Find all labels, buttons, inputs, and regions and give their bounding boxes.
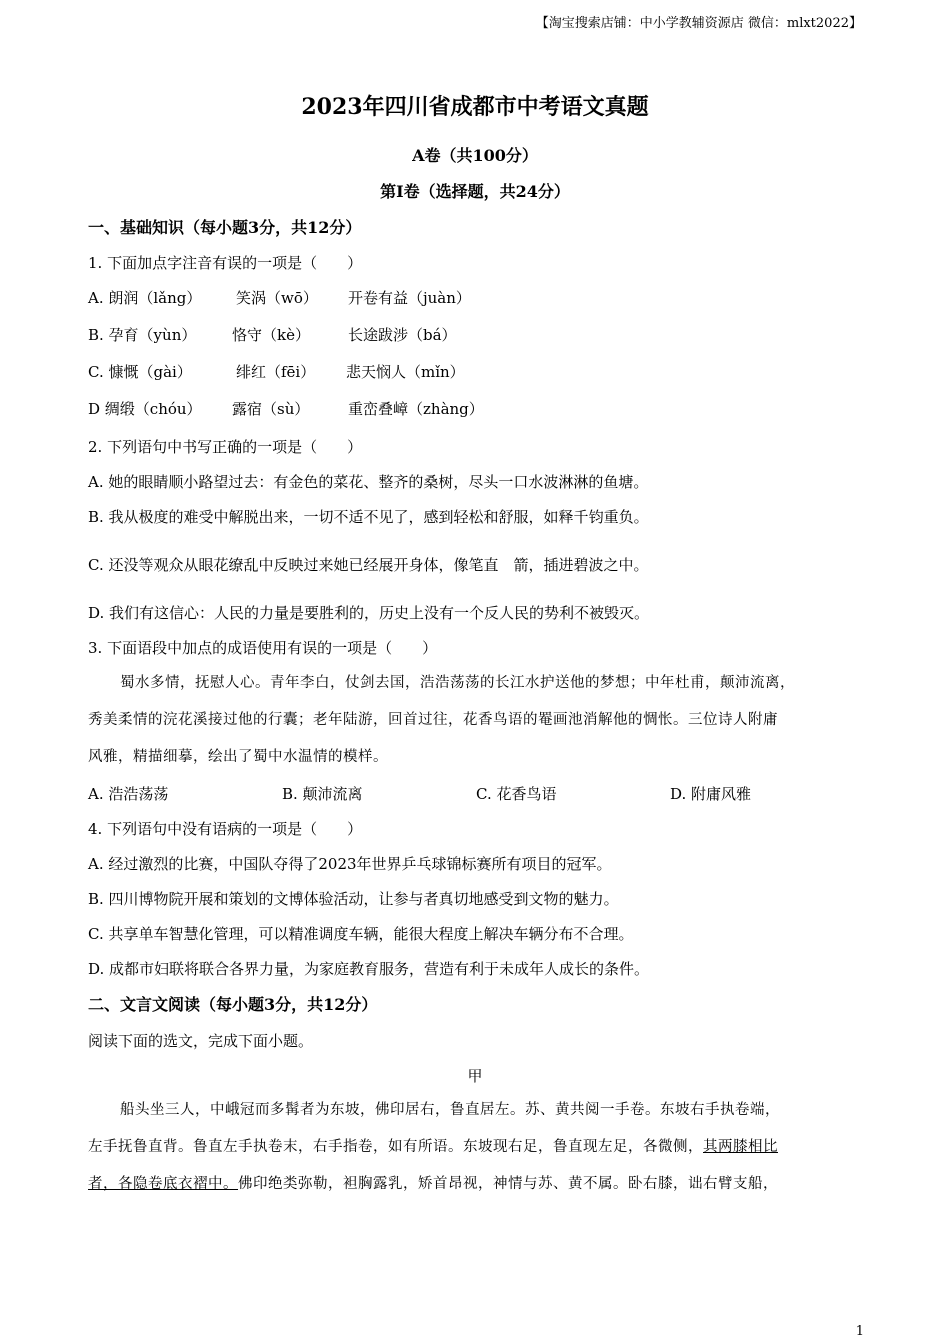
q2-option-a: A. 她的眼睛顺小路望过去：有金色的菜花、整齐的桑树，尽头一口水波淋淋的鱼塘。 bbox=[88, 473, 649, 491]
q1-a-item-3: 开卷有益（juàn） bbox=[348, 289, 471, 307]
q1-option-c bbox=[0, 362, 950, 382]
section-1-heading: 一、基础知识（每小题3分，共12分） bbox=[88, 218, 362, 237]
page-header: 【淘宝搜索店铺：中小学教辅资源店 微信：mlxt2022】 bbox=[535, 16, 862, 31]
q3-option-d: D. 附庸风雅 bbox=[670, 785, 752, 803]
q1-b-item-3: 长途跋涉（bá） bbox=[348, 326, 457, 344]
passage-line-3-text: 佛印绝类弥勒，袒胸露乳，矫首昂视，神情与苏、黄不属。卧右膝，诎右臂支船， bbox=[238, 1176, 778, 1192]
q1-d-item-2: 露宿（sù） bbox=[232, 400, 310, 418]
page-title: 2023年四川省成都市中考语文真题 bbox=[301, 94, 649, 120]
passage-line-1: 船头坐三人，中峨冠而多髯者为东坡，佛印居右，鲁直居左。苏、黄共阅一手卷。东坡右手执卷端， bbox=[120, 1102, 780, 1118]
q3-option-b: B. 颠沛流离 bbox=[282, 785, 363, 803]
passage-line-2-text: 左手抚鲁直背。鲁直左手执卷末，右手指卷，如有所语。东坡现右足，鲁直现左足，各微侧， bbox=[88, 1139, 703, 1155]
q2-option-c: C. 还没等观众从眼花缭乱中反映过来她已经展开身体，像笔直 箭，插进碧波之中。 bbox=[88, 556, 649, 574]
q1-stem: 1. 下面加点字注音有误的一项是（ ） bbox=[88, 254, 363, 272]
section-2-heading: 二、文言文阅读（每小题3分，共12分） bbox=[88, 995, 378, 1014]
q4-option-d: D. 成都市妇联将联合各界力量，为家庭教育服务，营造有利于未成年人成长的条件。 bbox=[88, 960, 650, 978]
passage-underlined-part-2: 者，各隐卷底衣褶中。 bbox=[88, 1176, 238, 1192]
q1-option-d bbox=[0, 399, 950, 419]
passage-underlined-part-1: 其两膝相比 bbox=[703, 1139, 778, 1155]
q1-c-item-1: C. 慷慨（gài） bbox=[88, 363, 192, 381]
q3-passage-line-1: 蜀水多情，抚慰人心。青年李白，仗剑去国，浩浩荡荡的长江水护送他的梦想；中年杜甫，颠沛流离， bbox=[120, 675, 795, 691]
reading-intro: 阅读下面的选文，完成下面小题。 bbox=[88, 1032, 314, 1050]
passage-label: 甲 bbox=[467, 1067, 483, 1085]
q1-a-item-2: 笑涡（wō） bbox=[236, 289, 318, 307]
q1-c-item-2: 绯红（fēi） bbox=[236, 363, 316, 381]
q1-b-item-1: B. 孕育（yùn） bbox=[88, 326, 197, 344]
volume-a-heading: A卷（共100分） bbox=[412, 146, 538, 165]
q3-stem: 3. 下面语段中加点的成语使用有误的一项是（ ） bbox=[88, 639, 438, 657]
q1-d-item-1: D 绸缎（chóu） bbox=[88, 400, 202, 418]
q4-option-a: A. 经过激烈的比赛，中国队夺得了2023年世界乒乓球锦标赛所有项目的冠军。 bbox=[88, 855, 612, 873]
q4-option-c: C. 共享单车智慧化管理，可以精准调度车辆，能很大程度上解决车辆分布不合理。 bbox=[88, 925, 634, 943]
q1-option-b bbox=[0, 325, 950, 345]
q3-passage-line-3: 风雅，精描细摹，绘出了蜀中水温情的模样。 bbox=[88, 749, 388, 765]
q3-options bbox=[0, 784, 950, 804]
q1-b-item-2: 恪守（kè） bbox=[232, 326, 310, 344]
q4-option-b: B. 四川博物院开展和策划的文博体验活动，让参与者真切地感受到文物的魅力。 bbox=[88, 890, 619, 908]
q3-option-c: C. 花香鸟语 bbox=[476, 785, 557, 803]
q1-a-item-1: A. 朗润（lǎng） bbox=[88, 289, 202, 307]
passage-line-3 bbox=[88, 1174, 778, 1194]
q2-option-d: D. 我们有这信心：人民的力量是要胜利的，历史上没有一个反人民的势利不被毁灭。 bbox=[88, 604, 650, 622]
q3-option-a: A. 浩浩荡荡 bbox=[88, 785, 169, 803]
q3-passage-line-2: 秀美柔情的浣花溪接过他的行囊；老年陆游，回首过往，花香鸟语的罨画池消解他的惆怅。三位诗人附庸 bbox=[88, 712, 778, 728]
q1-d-item-3: 重峦叠嶂（zhàng） bbox=[348, 400, 484, 418]
q4-stem: 4. 下列语句中没有语病的一项是（ ） bbox=[88, 820, 363, 838]
q1-c-item-3: 悲天悯人（mǐn） bbox=[346, 363, 465, 381]
passage-line-2 bbox=[88, 1137, 778, 1157]
part-one-heading: 第Ⅰ卷（选择题，共24分） bbox=[380, 182, 570, 201]
q1-option-a bbox=[0, 288, 950, 308]
q2-option-b: B. 我从极度的难受中解脱出来，一切不适不见了，感到轻松和舒服，如释千钧重负。 bbox=[88, 508, 649, 526]
q2-stem: 2. 下列语句中书写正确的一项是（ ） bbox=[88, 438, 363, 456]
page-number: 1 bbox=[855, 1324, 864, 1339]
